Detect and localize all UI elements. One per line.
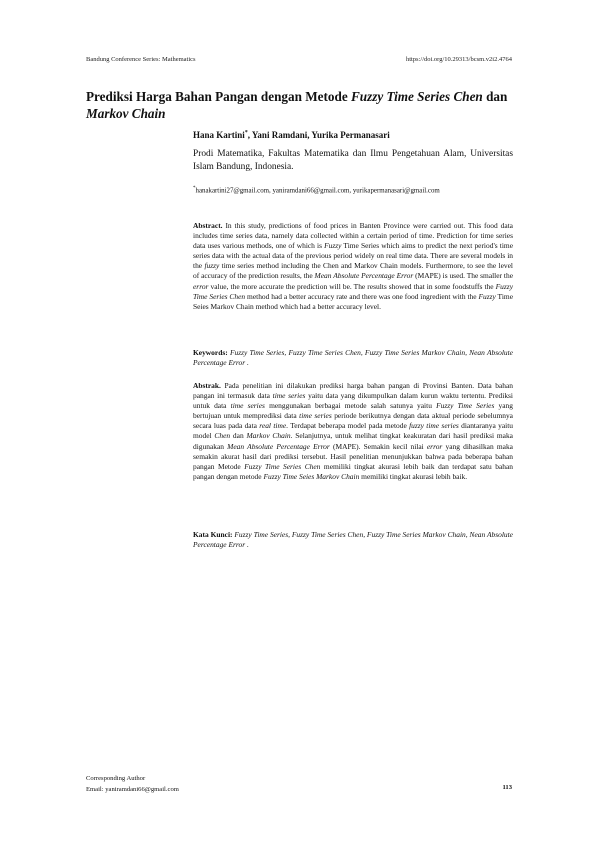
abstract-text: time series method including the Chen and Markov Chain models. Furthermore, to see the level of accuracy of the prediction results, the [193,261,513,281]
abstrak-italic: time series [299,411,332,421]
email-list: hanakartini27@gmail.com, yaniramdani66@gmail.com, yurikapermanasari@gmail.com [195,187,440,195]
email-mark: * [193,186,196,191]
abstract-italic: Fuzzy [324,241,342,251]
abstrak-text: (MAPE). Semakin kecil nilai [329,441,427,451]
author-others: , Yani Ramdani, Yurika Permanasari [247,130,390,140]
abstrak-text: memiliki tingkat akurasi lebih baik dan terdapat satu bahan pangan dengan metode [193,461,513,481]
running-header-journal: Bandung Conference Series: Mathematics [86,56,196,63]
abstrak-text: menggunakan berbagai metode salah satunya yaitu [264,401,437,411]
corresponding-author-note [86,773,179,795]
abstrak-text: . Terdapat beberapa model pada metode [286,421,410,431]
abstract-text: method had a better accuracy rate and there was one food ingredient with the [245,291,479,301]
abstract-italic: error [193,281,209,291]
abstrak-label: Abstrak. [193,381,221,390]
corresponding-email[interactable]: Email: yaniramdani66@gmail.com [86,786,179,793]
title-part4: Markov Chain [86,106,166,121]
abstrak-italic: time series [230,401,265,411]
abstract-text: In this study, predictions of food prices in Banten Province were carried out. This food data includes time series data, namely data collected within a certain period of time. Prediction for time series data uses various methods, one of which is [193,221,513,251]
abstract-indonesian [193,381,513,482]
running-header-doi[interactable]: https://doi.org/10.29313/bcsm.v2i2.4764 [405,56,512,63]
abstract-italic: Fuzzy [478,291,496,301]
abstrak-italic: Fuzzy Time Seies Markov Chain [263,471,360,481]
keywords-label: Keywords: [193,348,228,357]
author-first: Hana Kartini [193,130,245,140]
abstract-italic: Fuzzy Time Series Chen [193,281,513,301]
abstrak-italic: Mean Absolute Percentage Error [227,441,330,451]
abstrak-italic: error [426,441,443,451]
title-part2: Fuzzy Time Series Chen [351,89,483,104]
paper-title [86,88,516,122]
affiliation: Prodi Matematika, Fakultas Matematika dan Ilmu Pengetahuan Alam, Universitas Islam Bandung, Indonesia. [193,149,513,172]
kata-kunci-label: Kata Kunci: [193,530,233,539]
author-list [193,130,390,140]
abstrak-italic: Markov Chain. [246,431,293,441]
abstrak-italic: time series [272,391,306,401]
abstrak-text: yang bertujuan untuk memprediksi data [193,401,513,421]
abstract-text: (MAPE) is used. The smaller the [413,271,513,281]
abstrak-text: periode berikutnya dengan data aktual periode sebelumnya secara luas pada data [193,411,513,431]
abstrak-text: yang dihasilkan maka semakin akurat hasil dari prediksi tersebut. Hasil penelitian menunjukkan bahwa pada beberapa bahan pangan Metode [193,441,513,471]
abstract-label: Abstract. [193,221,223,230]
kata-kunci-text: Fuzzy Time Series, Fuzzy Time Series Chen, Fuzzy Time Series Markov Chain, Nean Absolute Percentage Error . [193,530,513,550]
abstrak-text: Selanjutnya, untuk melihat tingkat keakuratan dari hasil prediksi maka digunakan [193,431,513,451]
abstrak-text: dan [230,431,247,441]
abstrak-text: memiliki tingkat akurasi lebih baik. [359,471,468,481]
abstrak-italic: Fuzzy Time Series [436,401,495,411]
corresponding-mark: * [244,130,248,136]
keywords-text: Fuzzy Time Series, Fuzzy Time Series Chen, Fuzzy Time Series Markov Chain, Nean Absolute Percentage Error . [193,348,513,368]
corresponding-label: Corresponding Author [86,775,146,782]
abstrak-italic: real time [259,421,287,431]
abstract-italic: fuzzy [204,261,220,271]
abstrak-text: yaitu data yang dikumpulkan dalam kurun waktu tertentu. Prediksi untuk data [193,391,514,411]
keywords-english [193,348,513,368]
keywords-indonesian [193,530,513,550]
abstract-text: Time Series which aims to predict the next period's time series data with the actual data of the previous period widely on real time data. There are several models in the [193,241,513,271]
abstract-text: Time Seies Markov Chain method which had a better accuracy level. [193,291,513,311]
title-part3: dan [482,89,508,104]
abstract-english [193,221,513,312]
abstrak-italic: Fuzzy Time Series Chen [244,461,321,471]
abstrak-text: diantaranya yaitu model [193,421,513,441]
abstract-text: value, the more accurate the prediction will be. The results showed that in some foodstuffs the [208,281,496,291]
abstract-italic: Mean Absolute Percentage Error [314,271,414,281]
abstrak-italic: fuzzy time series [409,421,459,431]
title-part1: Prediksi Harga Bahan Pangan dengan Metode [86,89,351,104]
abstrak-text: Pada penelitian ini dilakukan prediksi harga bahan pangan di Provinsi Banten. Data bahan pangan ini termasuk data [193,381,513,401]
page-number: 113 [502,784,512,791]
author-emails [193,183,515,197]
abstrak-italic: Chen [214,431,231,441]
